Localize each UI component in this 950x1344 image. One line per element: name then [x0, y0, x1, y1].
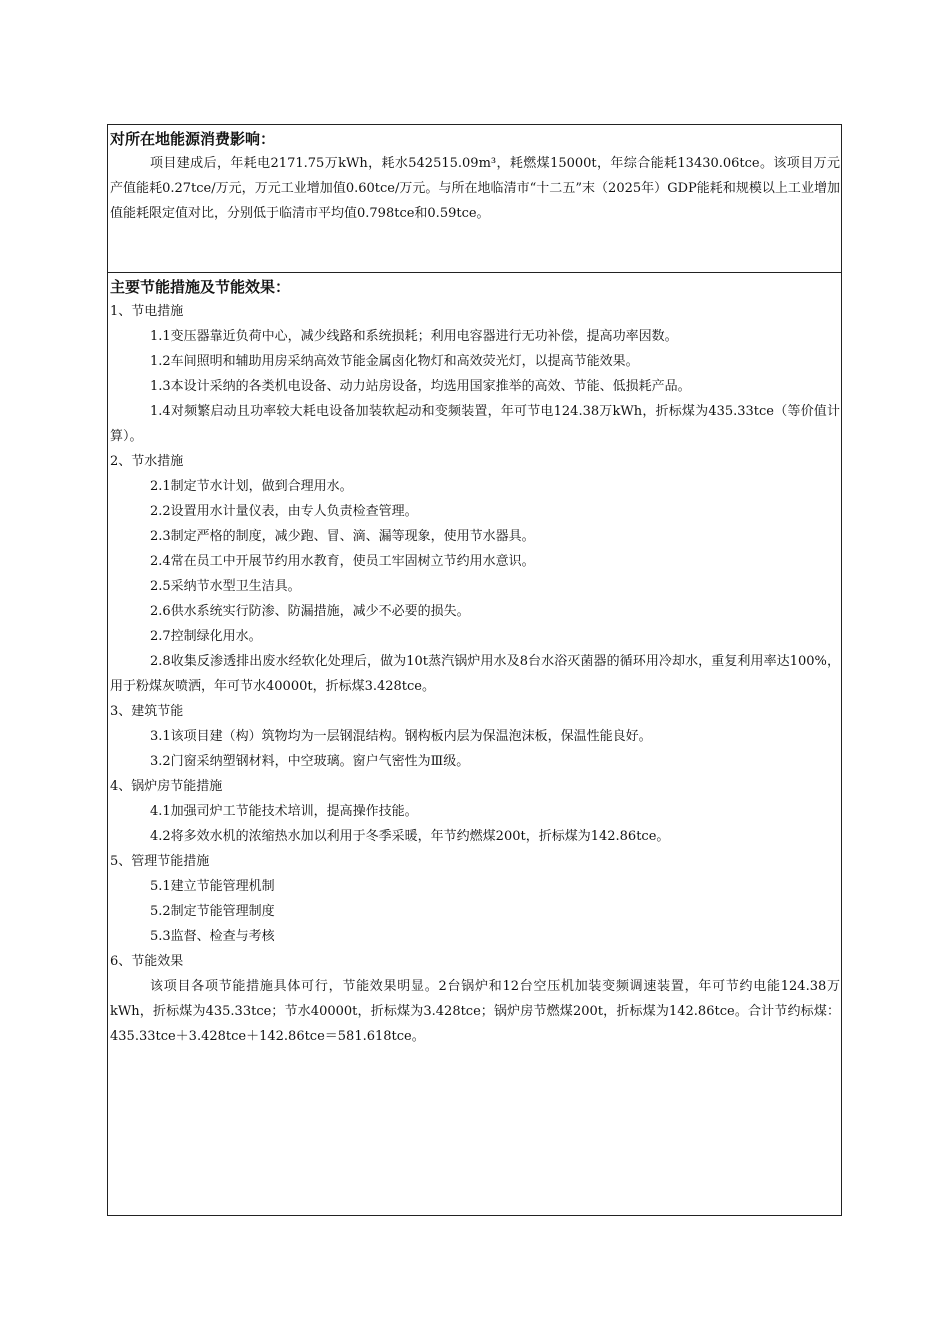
measure-item: 2.2设置用水计量仪表，由专人负责检查管理。 [150, 504, 418, 519]
measure-group-title: 1、节电措施 [110, 304, 184, 319]
energy-impact-heading: 对所在地能源消费影响： [110, 130, 276, 148]
measure-item: 5.1建立节能管理机制 [150, 879, 275, 894]
measure-item: 2.5采纳节水型卫生洁具。 [150, 579, 301, 594]
measure-group-title: 2、节水措施 [110, 454, 184, 469]
energy-impact-section [108, 125, 841, 273]
measure-item: 3.2门窗采纳塑钢材料，中空玻璃。窗户气密性为Ⅲ级。 [150, 754, 470, 769]
measure-item: 2.4常在员工中开展节约用水教育，使员工牢固树立节约用水意识。 [150, 554, 535, 569]
measure-item: 2.8收集反渗透排出废水经软化处理后，做为10t蒸汽锅炉用水及8台水浴灭菌器的循环用冷却水，重复利用率达100%，用于粉煤灰喷洒，年可节水40000t，折标煤3.428tce。 [110, 654, 840, 694]
measure-item: 该项目各项节能措施具体可行，节能效果明显。2台锅炉和12台空压机加装变频调速装置，年可节约电能124.38万kWh，折标煤为435.33tce；节水40000t，折标煤为3.428tce；锅炉房节燃煤200t，折标煤为142.86tce。合计节约标煤：435.33tce＋3.428tce＋142.86tce＝581.618tce。 [110, 979, 840, 1044]
measure-item: 2.7控制绿化用水。 [150, 629, 262, 644]
measure-item: 1.2车间照明和辅助用房采纳高效节能金属卤化物灯和高效荧光灯，以提高节能效果。 [150, 354, 639, 369]
measure-group-title: 4、锅炉房节能措施 [110, 779, 223, 794]
measure-item: 2.1制定节水计划，做到合理用水。 [150, 479, 353, 494]
measure-item: 1.1变压器靠近负荷中心，减少线路和系统损耗；利用电容器进行无功补偿，提高功率因数。 [150, 329, 678, 344]
measure-item: 3.1该项目建（构）筑物均为一层钢混结构。钢构板内层为保温泡沫板，保温性能良好。 [150, 729, 652, 744]
measure-item: 5.2制定节能管理制度 [150, 904, 275, 919]
measure-item: 5.3监督、检查与考核 [150, 929, 275, 944]
measure-item: 2.6供水系统实行防渗、防漏措施，减少不必要的损失。 [150, 604, 470, 619]
energy-saving-section [108, 273, 841, 1049]
measure-item: 4.2将多效水机的浓缩热水加以利用于冬季采暖，年节约燃煤200t，折标煤为142.86tce。 [150, 829, 670, 844]
measure-group-title: 3、建筑节能 [110, 704, 184, 719]
measure-item: 2.3制定严格的制度，减少跑、冒、滴、漏等现象，使用节水器具。 [150, 529, 535, 544]
measure-group-title: 5、管理节能措施 [110, 854, 210, 869]
energy-saving-heading: 主要节能措施及节能效果： [110, 278, 291, 296]
document-table [107, 124, 842, 1216]
energy-impact-paragraph: 项目建成后，年耗电2171.75万kWh，耗水542515.09m³，耗燃煤15000t，年综合能耗13430.06tce。该项目万元产值能耗0.27tce/万元，万元工业增加值0.60tce/万元。与所在地临清市“十二五”末（2025年）GDP能耗和规模以上工业增加值能耗限定值对比，分别低于临清市平均值0.798tce和0.59tce。 [110, 156, 840, 221]
measure-group-title: 6、节能效果 [110, 954, 184, 969]
measure-item: 1.3本设计采纳的各类机电设备、动力站房设备，均选用国家推举的高效、节能、低损耗产品。 [150, 379, 691, 394]
measure-groups [108, 299, 841, 1049]
measure-item: 1.4对频繁启动且功率较大耗电设备加装软起动和变频装置，年可节电124.38万kWh，折标煤为435.33tce（等价值计算）。 [110, 404, 840, 444]
measure-item: 4.1加强司炉工节能技术培训，提高操作技能。 [150, 804, 418, 819]
